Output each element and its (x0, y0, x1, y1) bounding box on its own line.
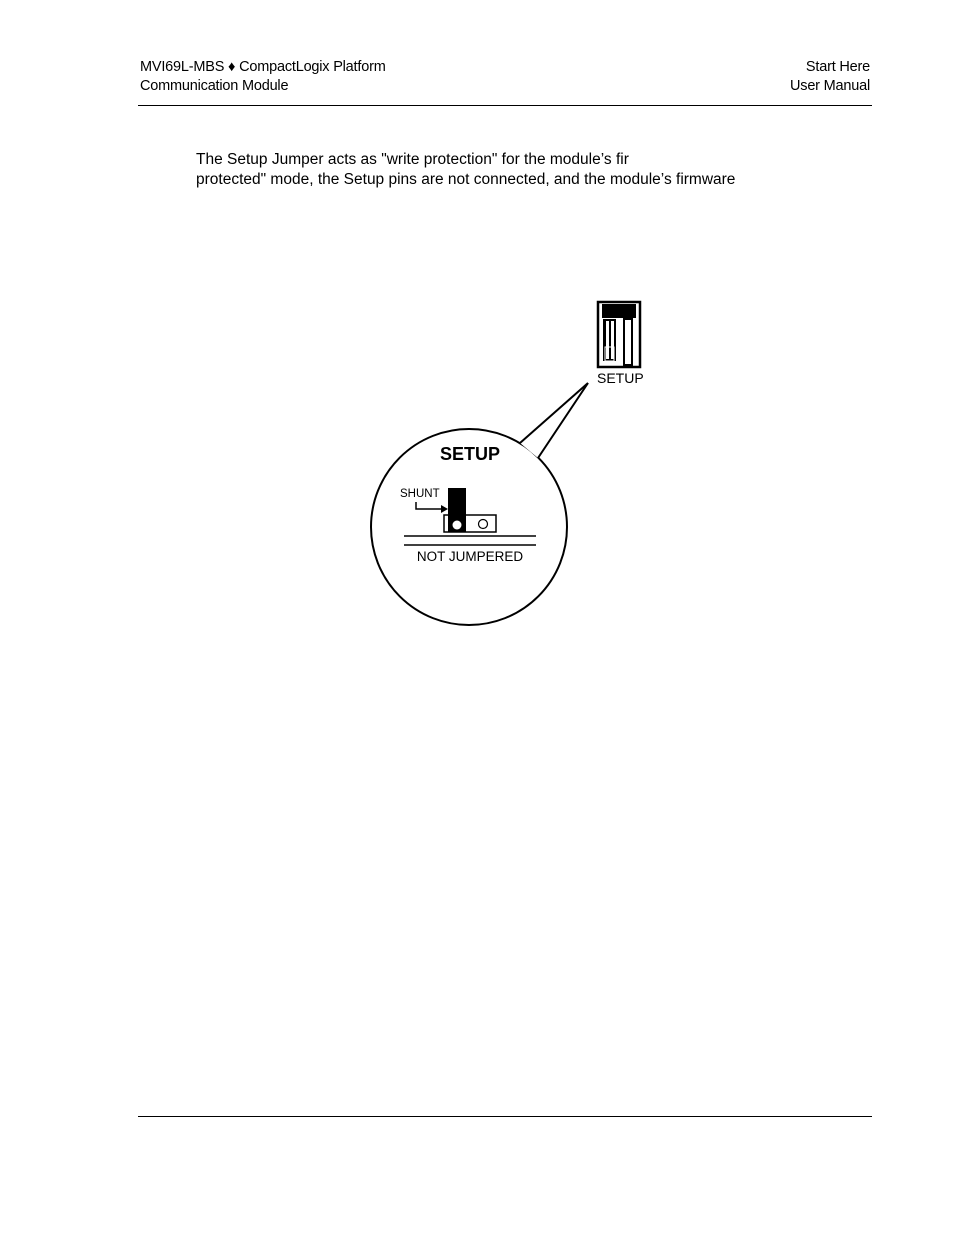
header-right (790, 58, 870, 96)
shunt-label: SHUNT (400, 488, 440, 500)
body-line-1: The Setup Jumper acts as "write protection" for the module’s fir (196, 151, 629, 168)
setup-jumper-figure (360, 295, 660, 635)
setup-connector-label: SETUP (597, 370, 644, 386)
jumper-state-caption: NOT JUMPERED (416, 549, 524, 564)
magnifier-bubble (371, 383, 588, 625)
header-section-title: Start Here (805, 59, 870, 75)
footer-divider (138, 1116, 872, 1117)
setup-connector-icon (598, 302, 640, 367)
header-left (140, 58, 386, 96)
header-product-title: MVI69L-MBS ♦ CompactLogix Platform (140, 59, 386, 75)
body-line-2: protected" mode, the Setup pins are not connected, and the module’s firmware (196, 171, 736, 188)
header-product-subtitle: Communication Module (140, 78, 289, 94)
body-paragraph (196, 150, 735, 190)
header-divider (138, 105, 872, 106)
bubble-title: SETUP (439, 444, 501, 464)
setup-jumper-diagram (360, 295, 660, 635)
header-document-type: User Manual (790, 78, 870, 94)
